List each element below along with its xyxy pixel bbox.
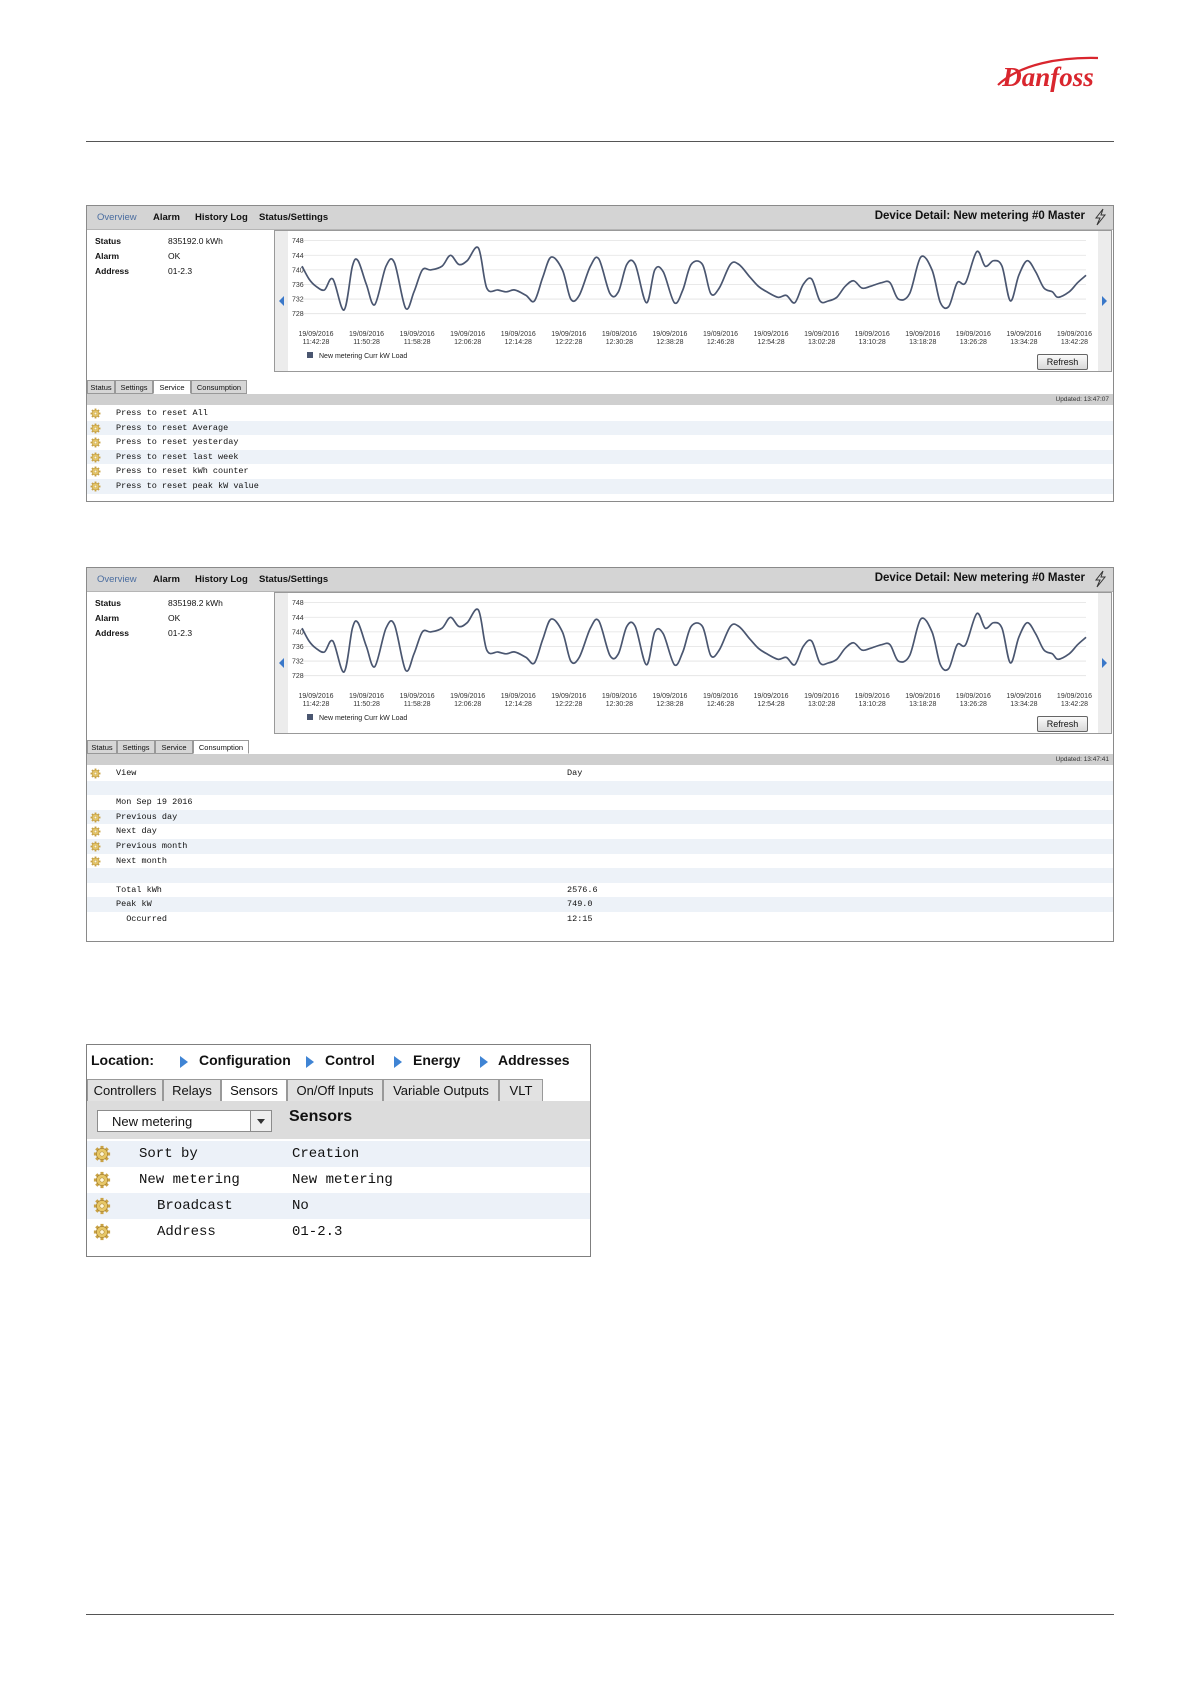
breadcrumb-energy[interactable]: Energy [413, 1052, 461, 1068]
row-label: Press to reset last week [116, 451, 239, 462]
gear-icon[interactable] [90, 481, 101, 492]
x-tick-label: 19/09/2016 [1006, 331, 1042, 338]
gear-icon[interactable] [90, 856, 101, 867]
x-tick-label: 19/09/2016 [652, 331, 688, 338]
legend-swatch [307, 352, 313, 358]
breadcrumb-arrow-icon [393, 1055, 403, 1069]
x-tick-label: 19/09/2016 [955, 331, 991, 338]
row-label: Press to reset kWh counter [116, 466, 249, 477]
x-tick-label: 19/09/2016 [854, 693, 890, 700]
row-value: Day [567, 768, 583, 778]
sensor-row-label: Address [157, 1224, 216, 1240]
chevron-down-icon [251, 1111, 271, 1131]
address-value: 01-2.3 [168, 628, 193, 638]
breadcrumb-arrow-icon [479, 1055, 489, 1069]
x-tick-label: 12:14:28 [504, 701, 532, 708]
x-tick-label: 13:34:28 [1010, 701, 1038, 708]
device-detail-panel-service [86, 205, 1114, 502]
x-tick-label: 11:42:28 [302, 339, 330, 346]
sensors-toolbar [87, 1101, 590, 1139]
x-tick-label: 13:42:28 [1060, 701, 1089, 708]
nav-alarm[interactable]: Alarm [153, 212, 180, 223]
y-tick-label: 728 [292, 673, 304, 681]
status-value: 835198.2 kWh [168, 598, 223, 608]
x-tick-label: 19/09/2016 [955, 693, 991, 700]
x-tick-label: 19/09/2016 [753, 331, 789, 338]
legend-swatch [307, 714, 313, 720]
address-key: Address [95, 266, 130, 276]
address-key: Address [95, 628, 130, 638]
nav-history-log[interactable]: History Log [195, 574, 248, 585]
table-row[interactable] [87, 421, 1113, 436]
device-detail-title: Device Detail: New metering #0 Master [874, 572, 1085, 584]
x-tick-label: 11:42:28 [302, 701, 330, 708]
sensor-row[interactable] [87, 1193, 590, 1219]
series-line [302, 609, 1086, 672]
consumption-rows [87, 766, 1113, 927]
alarm-value: OK [168, 251, 181, 261]
row-label: Next month [116, 855, 168, 866]
right-arrow-icon [1098, 231, 1111, 373]
location-label: Location: [91, 1052, 154, 1068]
tab-controllers[interactable]: Controllers [87, 1079, 163, 1101]
x-tick-label: 12:54:28 [757, 339, 785, 346]
row-value: 12:15 [567, 913, 593, 924]
row-label: Press to reset Average [116, 422, 229, 433]
row-value: 2576.6 [567, 884, 598, 895]
x-tick-label: 19/09/2016 [551, 693, 587, 700]
table-row[interactable] [87, 824, 1113, 839]
table-row[interactable] [87, 766, 1113, 781]
breadcrumb-arrow-icon [179, 1055, 189, 1069]
sensors-configuration-panel [86, 1044, 591, 1257]
gear-icon[interactable] [90, 408, 101, 419]
gear-icon[interactable] [90, 812, 101, 823]
x-tick-label: 13:26:28 [959, 339, 987, 346]
y-tick-label: 728 [292, 311, 304, 319]
x-tick-label: 13:02:28 [808, 339, 836, 346]
x-tick-label: 12:30:28 [605, 701, 634, 708]
sensor-row-value: 01-2.3 [292, 1224, 343, 1240]
x-tick-label: 19/09/2016 [298, 331, 334, 338]
y-tick-label: 732 [292, 658, 304, 666]
x-tick-label: 19/09/2016 [804, 331, 840, 338]
sensor-row[interactable] [87, 1167, 590, 1193]
x-tick-label: 19/09/2016 [349, 331, 385, 338]
legend-label: New metering Curr kW Load [319, 353, 408, 360]
gear-icon[interactable] [90, 466, 101, 477]
nav-history-log[interactable]: History Log [195, 212, 248, 223]
device-dropdown[interactable] [97, 1110, 272, 1132]
x-tick-label: 12:38:28 [656, 701, 684, 708]
x-tick-label: 19/09/2016 [652, 693, 688, 700]
tab-relays[interactable]: Relays [163, 1079, 221, 1101]
lightning-icon [1092, 208, 1108, 226]
row-label: Previous month [116, 840, 188, 851]
x-tick-label: 19/09/2016 [905, 331, 941, 338]
x-tick-label: 11:50:28 [353, 701, 380, 708]
row-label: Occurred [116, 913, 168, 924]
chart-scroll-right[interactable] [1098, 593, 1111, 733]
gear-icon[interactable] [93, 1145, 111, 1163]
sensor-row-label: New metering [139, 1172, 240, 1188]
tab-onoff-inputs[interactable]: On/Off Inputs [287, 1079, 383, 1101]
x-tick-label: 11:58:28 [403, 339, 431, 346]
gear-icon[interactable] [93, 1197, 111, 1215]
x-tick-label: 19/09/2016 [500, 693, 536, 700]
table-row[interactable] [87, 406, 1113, 421]
gear-icon[interactable] [90, 452, 101, 463]
gear-icon[interactable] [93, 1171, 111, 1189]
y-tick-label: 736 [292, 281, 304, 289]
x-tick-label: 13:34:28 [1010, 339, 1038, 346]
x-tick-label: 19/09/2016 [450, 693, 486, 700]
refresh-button[interactable]: Refresh [1037, 354, 1088, 370]
x-tick-label: 19/09/2016 [399, 331, 435, 338]
nav-status-settings[interactable]: Status/Settings [259, 212, 329, 223]
legend-label: New metering Curr kW Load [319, 715, 408, 722]
y-tick-label: 736 [292, 643, 304, 651]
x-tick-label: 12:22:28 [555, 701, 583, 708]
table-row [87, 897, 1113, 912]
row-label: Next day [116, 826, 157, 837]
row-label: Peak kW [116, 899, 152, 910]
tab-consumption[interactable]: Consumption [193, 740, 249, 754]
config-tabs [87, 1079, 590, 1102]
tab-variable-outputs[interactable]: Variable Outputs [383, 1079, 499, 1101]
tab-settings[interactable]: Settings [117, 740, 155, 754]
tab-status[interactable]: Status [87, 740, 117, 754]
x-tick-label: 12:54:28 [757, 701, 785, 708]
x-tick-label: 12:22:28 [555, 339, 583, 346]
danfoss-logo [990, 52, 1106, 98]
x-tick-label: 12:06:28 [454, 339, 482, 346]
x-tick-label: 19/09/2016 [450, 331, 486, 338]
x-tick-label: 13:10:28 [858, 339, 886, 346]
table-row[interactable] [87, 479, 1113, 494]
chart-plot [275, 593, 1099, 735]
nav-status-settings[interactable]: Status/Settings [259, 574, 329, 585]
x-tick-label: 13:18:28 [909, 339, 937, 346]
alarm-key: Alarm [95, 613, 120, 623]
sensor-row-value: Creation [292, 1146, 360, 1162]
sensor-row[interactable] [87, 1141, 590, 1167]
x-tick-label: 12:30:28 [605, 339, 634, 346]
row-label: Mon Sep 19 2016 [116, 797, 193, 808]
table-row [87, 795, 1113, 810]
y-tick-label: 748 [292, 600, 304, 608]
tab-status[interactable]: Status [87, 380, 115, 394]
x-tick-label: 13:18:28 [909, 701, 937, 708]
status-value: 835192.0 kWh [168, 236, 223, 246]
table-row [87, 781, 1113, 796]
header-rule [86, 141, 1114, 142]
x-tick-label: 12:46:28 [706, 701, 735, 708]
row-label: Press to reset peak kW value [116, 480, 259, 491]
sensor-row-value: New metering [292, 1172, 393, 1188]
top-navigation-bar [87, 568, 1113, 592]
breadcrumb-addresses[interactable]: Addresses [498, 1052, 570, 1068]
x-tick-label: 19/09/2016 [551, 331, 587, 338]
nav-alarm[interactable]: Alarm [153, 574, 180, 585]
tab-settings[interactable]: Settings [115, 380, 153, 394]
table-row [87, 912, 1113, 927]
row-label: Press to reset yesterday [116, 437, 239, 448]
lightning-icon [1092, 570, 1108, 588]
section-header-bar [87, 394, 1113, 405]
row-label: View [116, 768, 137, 778]
refresh-button[interactable]: Refresh [1037, 716, 1088, 732]
y-tick-label: 732 [292, 296, 304, 304]
x-tick-label: 19/09/2016 [601, 693, 637, 700]
table-row[interactable] [87, 854, 1113, 869]
row-label: Total kWh [116, 884, 162, 895]
sensor-rows [87, 1141, 590, 1245]
x-tick-label: 19/09/2016 [298, 693, 334, 700]
x-tick-label: 12:38:28 [656, 339, 684, 346]
chart-plot [275, 231, 1099, 373]
gear-icon[interactable] [90, 437, 101, 448]
x-tick-label: 19/09/2016 [500, 331, 536, 338]
sensor-row[interactable] [87, 1219, 590, 1245]
table-row[interactable] [87, 464, 1113, 479]
gear-icon[interactable] [90, 423, 101, 434]
gear-icon[interactable] [90, 841, 101, 852]
y-tick-label: 744 [292, 252, 304, 260]
x-tick-label: 12:06:28 [454, 701, 482, 708]
gear-icon[interactable] [90, 826, 101, 837]
y-tick-label: 740 [292, 267, 304, 275]
x-tick-label: 19/09/2016 [1006, 693, 1042, 700]
status-key: Status [95, 236, 121, 246]
device-detail-title: Device Detail: New metering #0 Master [874, 210, 1085, 222]
breadcrumb-configuration[interactable]: Configuration [199, 1052, 291, 1068]
gear-icon[interactable] [90, 768, 101, 779]
x-tick-label: 19/09/2016 [702, 693, 739, 700]
tab-consumption[interactable]: Consumption [191, 380, 247, 394]
load-chart [274, 230, 1112, 372]
tab-service[interactable]: Service [153, 380, 191, 394]
x-tick-label: 13:26:28 [959, 701, 987, 708]
table-row [87, 868, 1113, 883]
sensor-row-label: Sort by [139, 1146, 198, 1162]
y-tick-label: 740 [292, 629, 304, 637]
breadcrumb-control[interactable]: Control [325, 1052, 375, 1068]
gear-icon[interactable] [93, 1223, 111, 1241]
updated-timestamp: Updated: 13:47:07 [1055, 396, 1109, 403]
nav-overview[interactable]: Overview [97, 574, 137, 585]
x-tick-label: 19/09/2016 [753, 693, 789, 700]
table-row[interactable] [87, 450, 1113, 465]
table-row [87, 883, 1113, 898]
x-tick-label: 19/09/2016 [905, 693, 941, 700]
service-rows [87, 406, 1113, 494]
series-line [302, 247, 1086, 310]
sensor-row-label: Broadcast [157, 1198, 233, 1214]
sensors-heading: Sensors [289, 1108, 353, 1125]
right-arrow-icon [1098, 593, 1111, 735]
table-row[interactable] [87, 435, 1113, 450]
x-tick-label: 11:50:28 [353, 339, 380, 346]
footer-rule [86, 1614, 1114, 1615]
x-tick-label: 12:14:28 [504, 339, 532, 346]
dropdown-toggle[interactable] [250, 1111, 271, 1131]
alarm-key: Alarm [95, 251, 120, 261]
section-header-bar [87, 754, 1113, 765]
x-tick-label: 19/09/2016 [702, 331, 739, 338]
status-key: Status [95, 598, 121, 608]
tab-service[interactable]: Service [155, 740, 193, 754]
sensor-row-value: No [292, 1198, 309, 1214]
x-tick-label: 12:46:28 [706, 339, 735, 346]
load-chart [274, 592, 1112, 734]
location-breadcrumb [87, 1045, 590, 1075]
tab-sensors[interactable]: Sensors [221, 1079, 287, 1102]
top-navigation-bar [87, 206, 1113, 230]
x-tick-label: 19/09/2016 [601, 331, 637, 338]
alarm-value: OK [168, 613, 181, 623]
nav-overview[interactable]: Overview [97, 212, 137, 223]
row-label: Press to reset All [116, 408, 208, 418]
table-row[interactable] [87, 839, 1113, 854]
x-tick-label: 13:10:28 [858, 701, 886, 708]
y-tick-label: 744 [292, 614, 304, 622]
x-tick-label: 19/09/2016 [1056, 331, 1092, 338]
row-value: 749.0 [567, 899, 593, 910]
x-tick-label: 13:42:28 [1060, 339, 1089, 346]
x-tick-label: 19/09/2016 [1056, 693, 1092, 700]
breadcrumb-arrow-icon [305, 1055, 315, 1069]
updated-timestamp: Updated: 13:47:41 [1055, 756, 1109, 763]
x-tick-label: 11:58:28 [403, 701, 431, 708]
x-tick-label: 19/09/2016 [804, 693, 840, 700]
chart-scroll-right[interactable] [1098, 231, 1111, 371]
brand-wordmark: Danfoss [1002, 62, 1094, 92]
device-dropdown-value: New metering [112, 1114, 193, 1129]
tab-vlt[interactable]: VLT [499, 1079, 543, 1101]
x-tick-label: 19/09/2016 [399, 693, 435, 700]
x-tick-label: 19/09/2016 [854, 331, 890, 338]
y-tick-label: 748 [292, 238, 304, 246]
table-row[interactable] [87, 810, 1113, 825]
device-detail-panel-consumption [86, 567, 1114, 942]
x-tick-label: 19/09/2016 [349, 693, 385, 700]
row-label: Previous day [116, 811, 178, 822]
address-value: 01-2.3 [168, 266, 193, 276]
x-tick-label: 13:02:28 [808, 701, 836, 708]
